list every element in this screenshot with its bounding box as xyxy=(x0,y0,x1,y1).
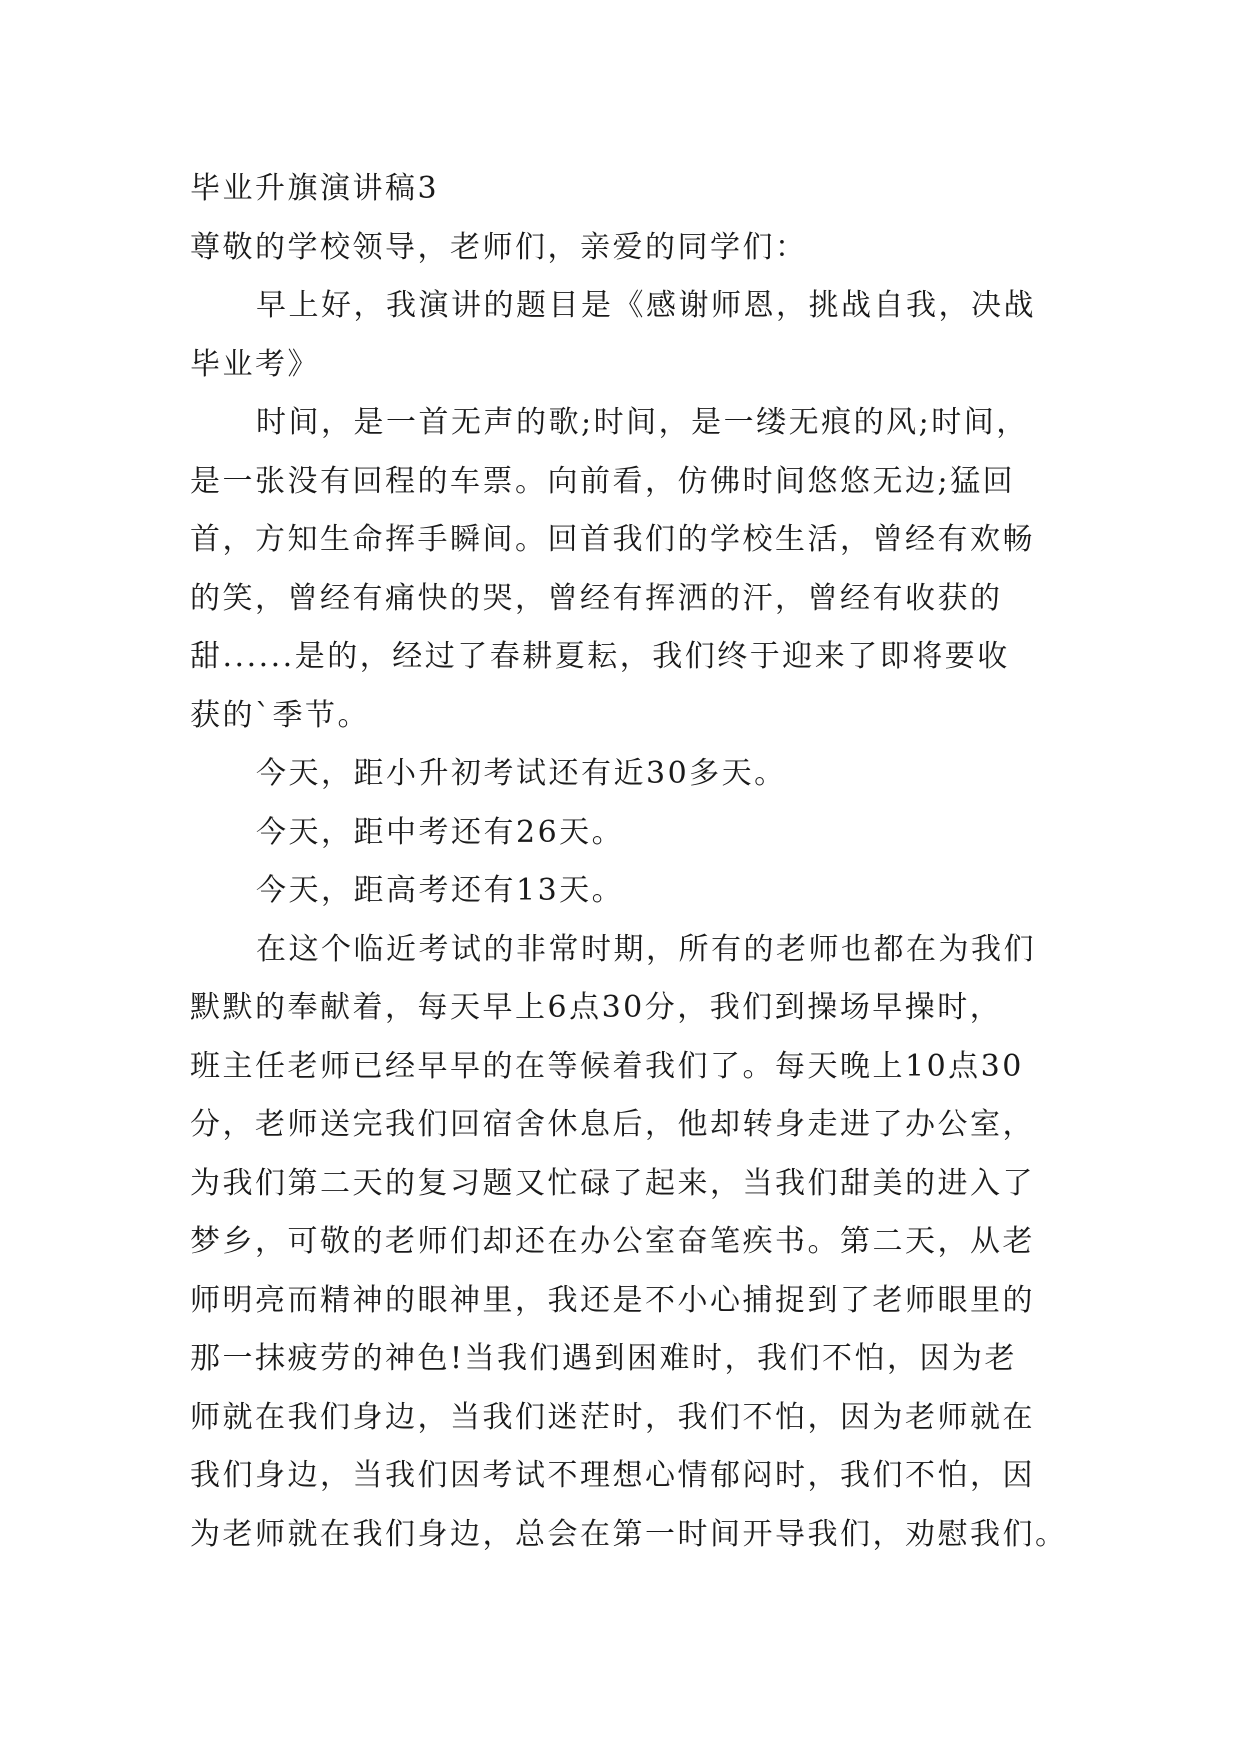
text-line: 是一张没有回程的车票。向前看，仿佛时间悠悠无边;猛回 xyxy=(190,463,1016,499)
text-line: 的笑，曾经有痛快的哭，曾经有挥洒的汗，曾经有收获的 xyxy=(190,580,1003,616)
text-line: 早上好，我演讲的题目是《感谢师恩，挑战自我，决战 xyxy=(256,288,1036,323)
text-line: 毕业考》 xyxy=(190,346,320,382)
text-line: 为我们第二天的复习题又忙碌了起来，当我们甜美的进入了 xyxy=(190,1165,1035,1201)
text-line: 在这个临近考试的非常时期，所有的老师也都在为我们 xyxy=(256,931,1036,967)
text-line: 默默的奉献着，每天早上6点30分，我们到操场早操时， xyxy=(190,990,1003,1025)
text-line: 时间，是一首无声的歌;时间，是一缕无痕的风;时间， xyxy=(256,405,1029,440)
text-line: 获的`季节。 xyxy=(190,697,370,733)
text-line: 师就在我们身边，当我们迷茫时，我们不怕，因为老师就在 xyxy=(190,1399,1035,1435)
text-line: 梦乡，可敬的老师们却还在办公室奋笔疾书。第二天，从老 xyxy=(190,1224,1035,1259)
text-line: 那一抹疲劳的神色!当我们遇到困难时，我们不怕，因为老 xyxy=(190,1341,1018,1376)
text-line: 我们身边，当我们因考试不理想心情郁闷时，我们不怕，因 xyxy=(190,1458,1035,1493)
text-line: 甜......是的，经过了春耕夏耘，我们终于迎来了即将要收 xyxy=(190,639,1010,674)
text-line: 今天，距高考还有13天。 xyxy=(256,873,625,908)
text-line: 首，方知生命挥手瞬间。回首我们的学校生活，曾经有欢畅 xyxy=(190,522,1035,557)
text-line: 今天，距中考还有26天。 xyxy=(256,814,625,850)
document-page xyxy=(190,160,1068,1564)
text-line: 今天，距小升初考试还有近30多天。 xyxy=(256,756,787,791)
text-line: 师明亮而精神的眼神里，我还是不小心捕捉到了老师眼里的 xyxy=(190,1282,1035,1318)
document-title: 毕业升旗演讲稿3 xyxy=(190,171,440,206)
salutation: 尊敬的学校领导，老师们，亲爱的同学们： xyxy=(190,229,808,265)
text-line: 为老师就在我们身边，总会在第一时间开导我们，劝慰我们。 xyxy=(190,1516,1068,1552)
document-body xyxy=(190,277,1068,1564)
text-line: 班主任老师已经早早的在等候着我们了。每天晚上10点30 xyxy=(190,1048,1024,1084)
text-line: 分，老师送完我们回宿舍休息后，他却转身走进了办公室， xyxy=(190,1107,1035,1142)
